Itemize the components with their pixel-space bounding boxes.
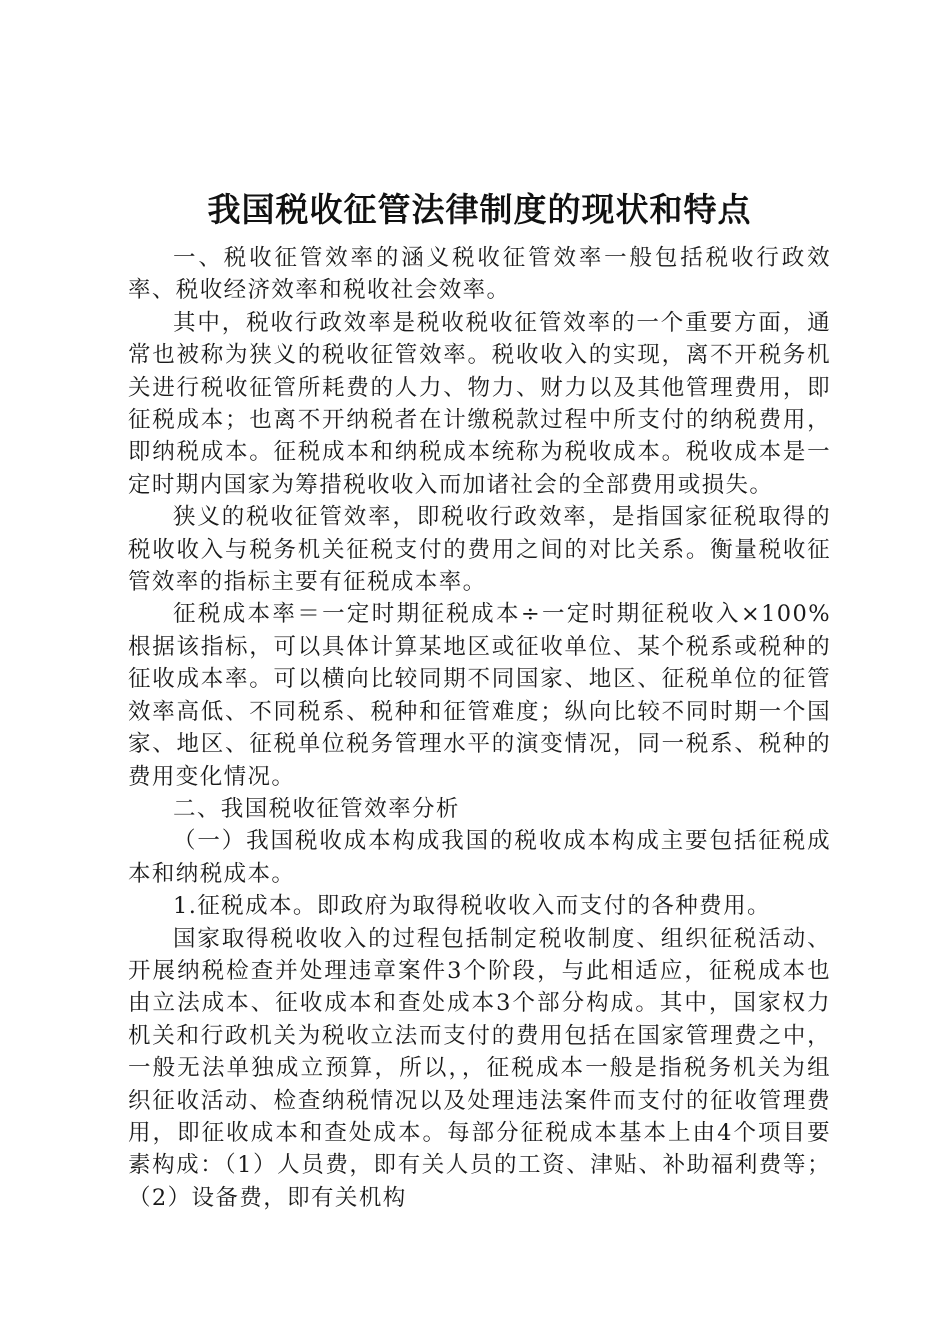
paragraph-cost-structure: （一）我国税收成本构成我国的税收成本构成主要包括征税成本和纳税成本。 [128,828,831,887]
paragraph-collection-cost: 1.征税成本。即政府为取得税收收入而支付的各种费用。 [173,893,771,920]
paragraph-narrow-efficiency: 狭义的税收征管效率，即税收行政效率，是指国家征税取得的税收收入与税务机关征税支付的费用之间的对比关系。衡量税收征管效率的指标主要有征税成本率。 [128,504,831,596]
paragraph-efficiency-definition: 一、税收征管效率的涵义税收征管效率一般包括税收行政效率、税收经济效率和税收社会效率。 [128,245,831,304]
paragraph-administrative-efficiency: 其中，税收行政效率是税收税收征管效率的一个重要方面，通常也被称为狭义的税收征管效率。税收收入的实现，离不开税务机关进行税收征管所耗费的人力、物力、财力以及其他管理费用，即征税成本；也离不开纳税者在计缴税款过程中所支付的纳税费用，即纳税成本。征税成本和纳税成本统称为税收成本。税收成本是一定时期内国家为筹措税收收入而加诸社会的全部费用或损失。 [128,309,831,498]
section-heading-analysis: 二、我国税收征管效率分析 [173,795,460,822]
document-page [128,186,831,1214]
document-title: 我国税收征管法律制度的现状和特点 [207,190,752,229]
paragraph-collection-process: 国家取得税收收入的过程包括制定税收制度、组织征税活动、开展纳税检查并处理违章案件3个阶段，与此相适应，征税成本也由立法成本、征收成本和查处成本3个部分构成。其中，国家权力机关和行政机关为税收立法而支付的费用包括在国家管理费之中，一般无法单独成立预算，所以，，征税成本一般是指税务机关为组织征收活动、检查纳税情况以及处理违法案件而支付的征收管理费用，即征收成本和查处成本。每部分征税成本基本上由4个项目要素构成：（1）人员费，即有关人员的工资、津贴、补助福利费等；（2）设备费，即有关机构 [128,925,831,1211]
paragraph-cost-rate-formula: 征税成本率＝一定时期征税成本÷一定时期征税收入×100%根据该指标，可以具体计算某地区或征收单位、某个税系或税种的征收成本率。可以横向比较同期不同国家、地区、征税单位的征管效率高低、不同税系、税种和征管难度；纵向比较不同时期一个国家、地区、征税单位税务管理水平的演变情况，同一税系、税种的费用变化情况。 [128,601,831,790]
